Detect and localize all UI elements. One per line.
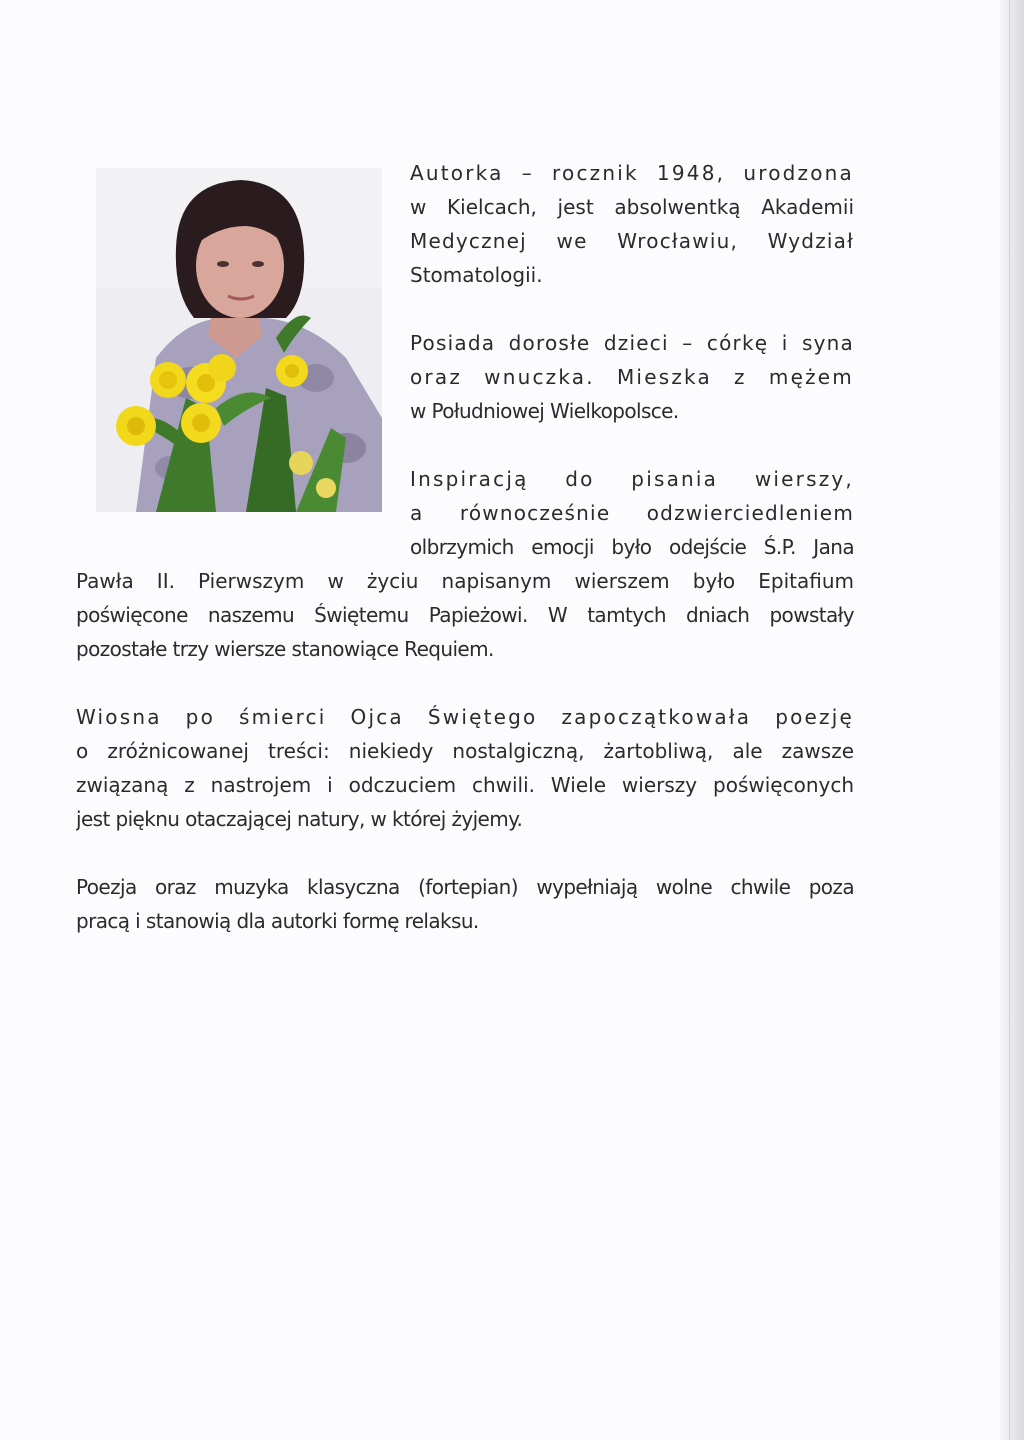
text-line: Posiada dorosłe dzieci – córkę i syna xyxy=(410,331,854,355)
text-line: Medycznej we Wrocławiu, Wydział xyxy=(410,229,854,253)
text-line: oraz wnuczka. Mieszka z mężem xyxy=(410,365,854,389)
text-line: pracą i stanowią dla autorki formę relaksu. xyxy=(76,909,479,933)
text-line: w Południowej Wielkopolsce. xyxy=(410,399,679,423)
text-line: w Kielcach, jest absolwentką Akademii xyxy=(410,195,854,219)
author-photo xyxy=(96,168,382,512)
bio-paragraph-inspiration-bottom xyxy=(76,564,854,666)
text-line: Poezja oraz muzyka klasyczna (fortepian) wypełniają wolne chwile poza xyxy=(76,875,854,899)
page-edge-shadow xyxy=(1000,0,1024,1440)
text-line: pozostałe trzy wiersze stanowiące Requiem. xyxy=(76,637,494,661)
bio-paragraph-origin xyxy=(410,156,854,292)
text-line: poświęcone naszemu Świętemu Papieżowi. W tamtych dniach powstały xyxy=(76,603,854,627)
text-line: o zróżnicowanej treści: niekiedy nostalgiczną, żartobliwą, ale zawsze xyxy=(76,739,854,763)
bio-paragraph-spring xyxy=(76,700,854,836)
text-line: olbrzymich emocji było odejście Ś.P. Jana xyxy=(410,535,854,559)
text-line: Stomatologii. xyxy=(410,263,543,287)
text-line: związaną z nastrojem i odczuciem chwili. Wiele wierszy poświęconych xyxy=(76,773,854,797)
bio-paragraph-inspiration-top xyxy=(410,462,854,564)
text-line: a równocześnie odzwierciedleniem xyxy=(410,501,854,525)
bio-paragraph-music xyxy=(76,870,854,938)
page-edge-line xyxy=(1009,0,1010,1440)
text-line: Wiosna po śmierci Ojca Świętego zapoczątkowała poezję xyxy=(76,705,854,729)
text-line: jest pięknu otaczającej natury, w której żyjemy. xyxy=(76,807,523,831)
text-line: Autorka – rocznik 1948, urodzona xyxy=(410,161,854,185)
text-line: Inspiracją do pisania wierszy, xyxy=(410,467,854,491)
text-line: Pawła II. Pierwszym w życiu napisanym wierszem było Epitafium xyxy=(76,569,854,593)
bio-paragraph-family xyxy=(410,326,854,428)
